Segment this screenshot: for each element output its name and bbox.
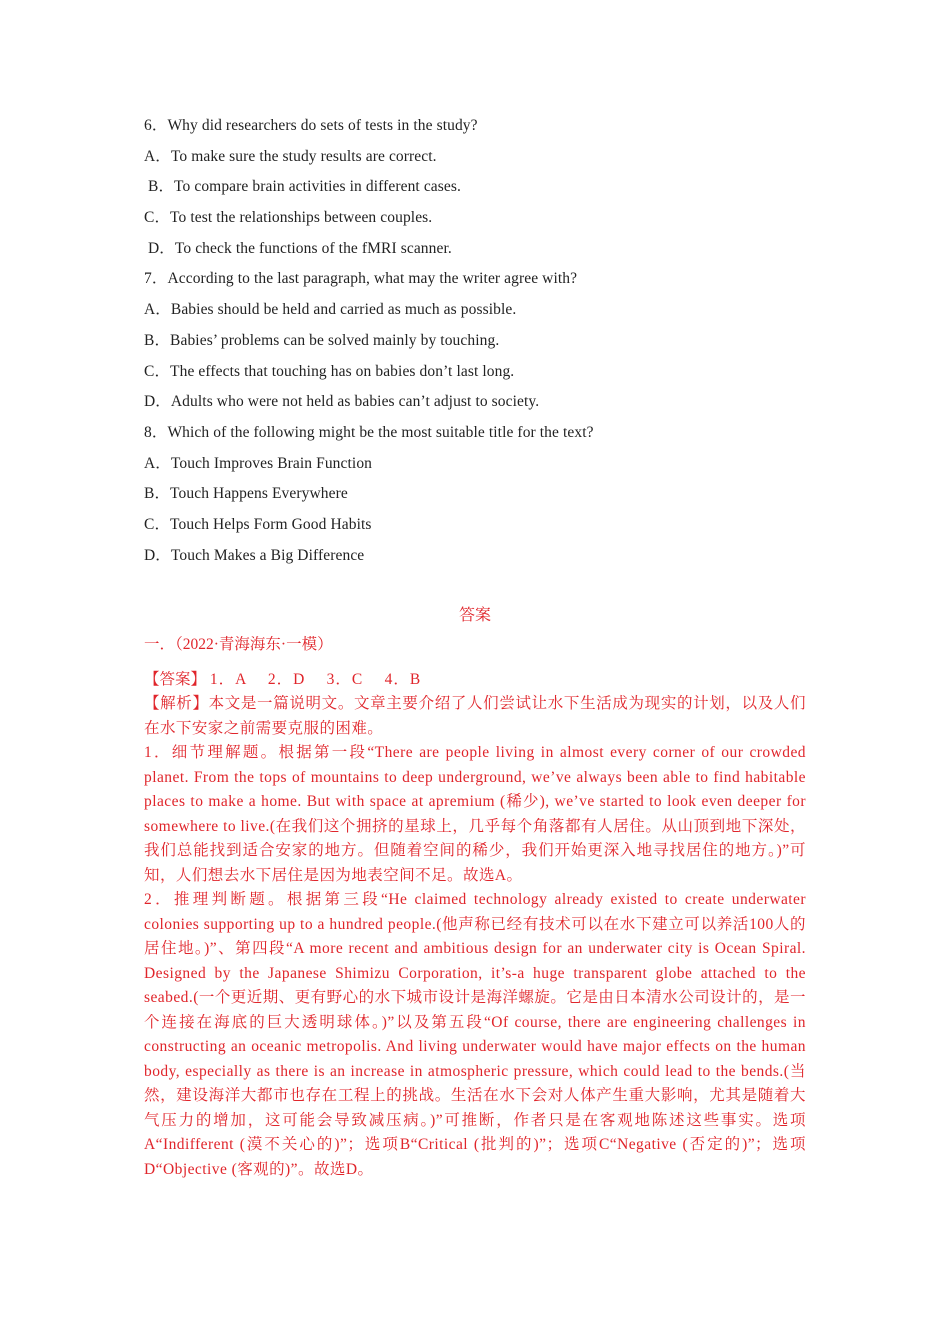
analysis-label: 【解析】: [144, 695, 209, 712]
question-7-option-b: B．Babies’ problems can be solved mainly by touching.: [144, 331, 500, 349]
analysis-paragraph-1: 1．细节理解题。根据第一段“There are people living in almost every corner of our crowded planet. From the tops of mountains to deep underground, we’ve always been able to find habitable places to make a home. But with space at apremium (稀少), we’ve started to look even deeper for somewhere to live.(在我们这个拥挤的星球上，几乎每个角落都有人居住。从山顶到地下深处，我们总能找到适合安家的地方。但随着空间的稀少，我们开始更深入地寻找居住的地方。)”可知，人们想去水下居住是因为地表空间不足。故选A。: [144, 744, 806, 884]
question-6-option-c: C．To test the relationships between couples.: [144, 209, 433, 227]
question-6-option-d: D．To check the functions of the fMRI scanner.: [148, 239, 452, 257]
answer-block: [144, 634, 806, 1182]
analysis-intro: [144, 692, 806, 741]
answer-title: 答案: [458, 607, 491, 624]
answer-section-heading: 一．（2022·青海海东·一模）: [144, 636, 333, 653]
answer-key-line: [144, 668, 806, 692]
question-6: 6．Why did researchers do sets of tests in the study?: [144, 117, 478, 134]
question-list: [144, 116, 806, 576]
question-6-option-b: B．To compare brain activities in different cases.: [148, 178, 461, 196]
question-7-option-c: C．The effects that touching has on babies don’t last long.: [144, 362, 515, 380]
question-8-option-c: C．Touch Helps Form Good Habits: [144, 515, 372, 533]
analysis-paragraph-2: 2．推理判断题。根据第三段“He claimed technology already existed to create underwater colonies supporting up to a hundred people.(他声称已经有技术可以在水下建立可以养活100人的居住地。)”、第四段“A more recent and ambitious design for an underwater city is Ocean Spiral. Designed by the Japanese Shimizu Corporation, it’s-a huge transparent globe attached to the seabed.(一个更近期、更有野心的水下城市设计是海洋螺旋。它是由日本清水公司设计的，是一个连接在海底的巨大透明球体。)”以及第五段“Of course, there are engineering challenges in constructing an oceanic metropolis. And living underwater would have major effects on the human body, especially as there is an increase in atmospheric pressure, which could lead to the bends.(当然，建设海洋大都市也存在工程上的挑战。生活在水下会对人体产生重大影响，尤其是随着大气压力的增加，这可能会导致减压病。)”可推断，作者只是在客观地陈述这些事实。选项A“Indifferent (漠不关心的)”；选项B“Critical (批判的)”；选项C“Negative (否定的)”；选项D“Objective (客观的)”。故选D。: [144, 891, 806, 1178]
question-7: 7．According to the last paragraph, what may the writer agree with?: [144, 270, 578, 288]
answer-key-label: 【答案】: [144, 671, 207, 688]
question-8-option-b: B．Touch Happens Everywhere: [144, 485, 348, 503]
answer-key-values: 1．A 2．D 3．C 4．B: [209, 671, 422, 688]
analysis-intro-text: 本文是一篇说明文。文章主要介绍了人们尝试让水下生活成为现实的计划，以及人们在水下安家之前需要克服的困难。: [144, 695, 806, 737]
question-8: 8．Which of the following might be the most suitable title for the text?: [144, 423, 594, 441]
question-6-option-a: A．To make sure the study results are correct.: [144, 147, 437, 165]
question-8-option-d: D．Touch Makes a Big Difference: [144, 546, 365, 564]
question-7-option-d: D．Adults who were not held as babies can’t adjust to society.: [144, 393, 540, 411]
question-8-option-a: A．Touch Improves Brain Function: [144, 454, 373, 472]
question-7-option-a: A．Babies should be held and carried as much as possible.: [144, 301, 517, 319]
